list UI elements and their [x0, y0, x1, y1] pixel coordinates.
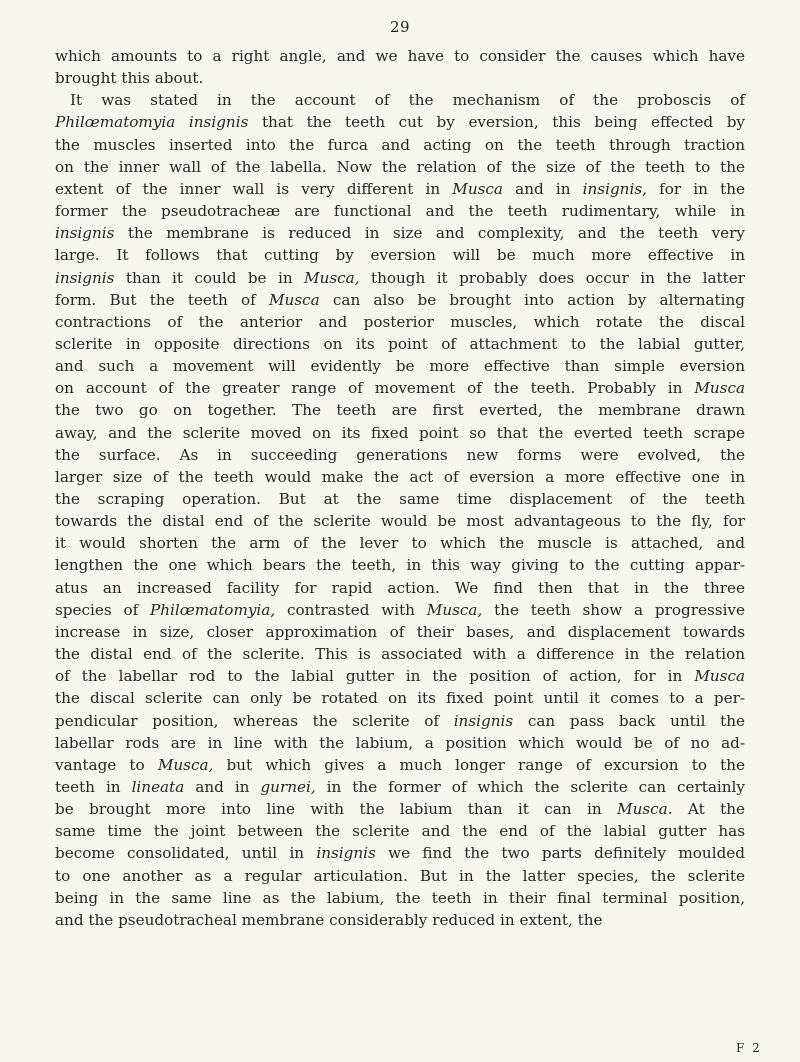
text-span: large. It follows that cutting by eversion will be much more effective in	[55, 246, 745, 265]
text-span: the scraping operation. But at the same time displacement of the teeth	[55, 490, 745, 508]
text-span: and in	[502, 179, 583, 198]
italic-term: Musca	[694, 379, 745, 398]
text-line	[55, 222, 745, 244]
text-span: extent of the inner wall is very different in	[55, 179, 453, 198]
text-span: towards the distal end of the sclerite would be most advantageous to the fly, for	[55, 512, 745, 531]
text-span: the discal sclerite can only be rotated on its fixed point until it comes to a per-	[55, 689, 745, 708]
text-span: It was stated in the account of the mechanism of the proboscis of	[70, 91, 745, 110]
text-span: contrasted with	[275, 600, 427, 619]
text-span: contractions of the anterior and posterior muscles, which rotate the discal	[55, 312, 745, 331]
text-span: and such a movement will evidently be more effective than simple eversion	[55, 357, 745, 376]
text-span: but which gives a much longer range of excursion to the	[213, 755, 745, 774]
text-line	[55, 909, 603, 931]
text-line	[55, 776, 745, 798]
text-span: same time the joint between the sclerite and the end of the labial gutter has	[55, 822, 745, 841]
text-span: in the former of which the sclerite can certainly	[315, 777, 745, 796]
text-span: being in the same line as the labium, the teeth in their final terminal position,	[55, 888, 745, 907]
text-span: the distal end of the sclerite. This is associated with a difference in the relation	[55, 645, 745, 664]
text-span: than it could be in	[114, 268, 305, 287]
italic-term: insignis	[316, 844, 376, 863]
text-line	[55, 200, 745, 222]
text-line	[55, 244, 745, 266]
italic-term: insignis	[453, 711, 514, 730]
italic-term: lineata	[131, 777, 185, 796]
text-line	[55, 710, 745, 732]
text-line	[55, 621, 745, 643]
text-line	[55, 887, 745, 909]
italic-term: Musca,	[426, 600, 483, 619]
text-line	[55, 687, 745, 709]
italic-term: insignis,	[582, 179, 647, 198]
text-line	[55, 732, 745, 754]
text-line	[55, 67, 203, 89]
text-span: that the teeth cut by eversion, this being effected by	[248, 113, 745, 132]
text-span: become consolidated, until in	[55, 844, 317, 863]
text-span: increase in size, closer approximation of their bases, and displacement towards	[55, 622, 745, 641]
text-line	[55, 577, 745, 599]
italic-term: insignis	[55, 224, 115, 243]
italic-term: gurnei,	[260, 777, 316, 796]
text-span: brought this about.	[55, 69, 204, 88]
text-line	[55, 754, 745, 776]
text-line	[55, 488, 745, 510]
text-span: we find the two parts definitely moulded	[375, 844, 745, 863]
text-span: away, and the sclerite moved on its fixed point so that the everted teeth scrape	[55, 423, 745, 442]
text-span: the two go on together. The teeth are first everted, the membrane drawn	[55, 401, 745, 420]
italic-term: Musca	[694, 667, 745, 686]
text-span: can also be brought into action by alternating	[319, 290, 746, 309]
text-line	[55, 134, 745, 156]
text-line	[55, 532, 745, 554]
text-line	[55, 643, 745, 665]
text-span: species of	[55, 600, 151, 619]
text-line	[55, 45, 745, 67]
italic-term: Musca	[268, 290, 320, 309]
text-span: form. But the teeth of	[55, 290, 269, 309]
text-span: which amounts to a right angle, and we have to consider the causes which have	[55, 47, 745, 65]
text-span: sclerite in opposite directions on its point of attachment to the labial gutter,	[55, 334, 745, 353]
text-line	[55, 333, 745, 355]
text-span: teeth in	[55, 777, 132, 796]
text-span: former the pseudotracheæ are functional and the teeth rudimentary, while in	[55, 202, 745, 221]
text-line	[55, 842, 745, 864]
italic-term: insignis	[55, 268, 115, 287]
text-line	[55, 267, 745, 289]
text-line	[55, 399, 745, 421]
text-span: pendicular position, whereas the sclerite of	[55, 711, 454, 730]
text-line	[55, 111, 745, 133]
italic-term: Musca,	[304, 268, 360, 287]
text-span: for in the	[646, 179, 745, 198]
text-line	[55, 156, 745, 178]
text-span: the muscles inserted into the furca and acting on the teeth through traction	[55, 135, 745, 154]
italic-term: Musca,	[157, 755, 214, 774]
text-span: vantage to	[55, 755, 158, 774]
text-line	[55, 820, 745, 842]
text-span: of the labellar rod to the labial gutter in the position of action, for in	[55, 667, 695, 686]
italic-term: Musca.	[617, 800, 673, 819]
italic-term: Musca	[452, 179, 503, 198]
text-line	[55, 178, 745, 200]
text-span: it would shorten the arm of the lever to which the muscle is attached, and	[55, 534, 745, 553]
text-line	[55, 311, 745, 333]
text-span: on the inner wall of the labella. Now the relation of the size of the teeth to the	[55, 157, 745, 176]
text-line	[55, 798, 745, 820]
text-line	[55, 599, 745, 621]
text-line	[70, 89, 745, 111]
text-span: be brought more into line with the labium than it can in	[55, 800, 618, 819]
text-span: the surface. As in succeeding generations new forms were evolved, the	[55, 445, 745, 464]
text-span: lengthen the one which bears the teeth, in this way giving to the cutting appar-	[55, 556, 745, 575]
text-span: the teeth show a progressive	[482, 600, 745, 619]
text-span: the membrane is reduced in size and complexity, and the teeth very	[114, 224, 745, 243]
text-line	[55, 510, 745, 532]
page-number: 29	[389, 18, 411, 36]
text-line	[55, 422, 745, 444]
text-span: atus an increased facility for rapid action. We find then that in the three	[55, 578, 745, 597]
text-line	[55, 377, 745, 399]
text-span: larger size of the teeth would make the act of eversion a more effective one in	[55, 467, 745, 486]
text-span: though it probably does occur in the latter	[359, 268, 745, 287]
text-span: labellar rods are in line with the labium, a position which would be of no ad-	[55, 733, 745, 752]
text-span: to one another as a regular articulation. But in the latter species, the sclerite	[55, 866, 745, 885]
text-line	[55, 554, 745, 576]
text-line	[55, 444, 745, 466]
text-line	[55, 466, 745, 488]
italic-term: Philœmatomyia insignis	[55, 113, 249, 132]
text-line	[55, 289, 745, 311]
text-line	[55, 355, 745, 377]
text-line	[55, 665, 745, 687]
text-line	[55, 865, 745, 887]
signature-mark: F 2	[736, 1041, 762, 1055]
text-span: and in	[184, 777, 261, 796]
italic-term: Philœmatomyia,	[150, 600, 276, 619]
text-span: can pass back until the	[513, 711, 745, 730]
text-span: At the	[672, 800, 745, 819]
text-span: and the pseudotracheal membrane considerably reduced in extent, the	[55, 910, 603, 929]
text-span: on account of the greater range of movement of the teeth. Probably in	[55, 379, 695, 398]
